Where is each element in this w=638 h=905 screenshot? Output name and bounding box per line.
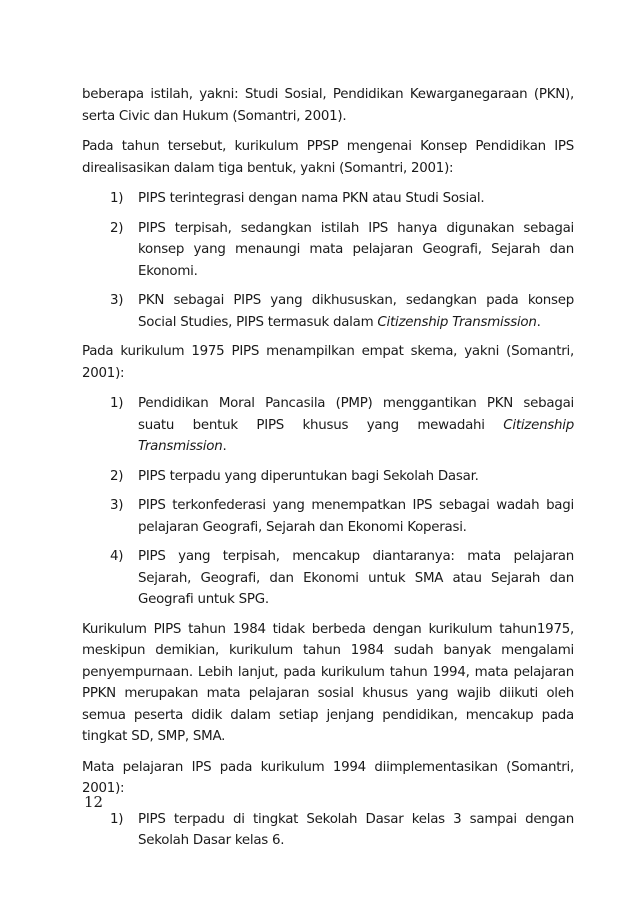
list-item [82,188,574,210]
list-item [82,466,574,488]
list-item-text: PIPS terpisah, sedangkan istilah IPS hanya digunakan sebagai konsep yang menaungi mata pelajaran Geografi, Sejarah dan Ekonomi. [138,220,574,279]
list-item-tail: . [222,439,227,454]
list-item-text: PIPS terpadu yang diperuntukan bagi Sekolah Dasar. [138,468,479,484]
paragraph-3: Pada kurikulum 1975 PIPS menampilkan empat skema, yakni (Somantri, 2001): [82,344,574,381]
list-item-text: PIPS terintegrasi dengan nama PKN atau Studi Sosial. [138,191,485,206]
paragraph-1: beberapa istilah, yakni: Studi Sosial, Pendidikan Kewarganegaraan (PKN), serta Civic dan Hukum (Somantri, 2001). [82,87,574,124]
list-number: 3) [110,293,124,308]
list-1994-implementation [82,809,574,852]
list-item-italic: Citizenship Transmission [377,314,537,330]
page-number: 12 [84,793,104,811]
paragraph-4: Kurikulum PIPS tahun 1984 tidak berbeda dengan kurikulum tahun1975, meskipun demikian, kurikulum tahun 1984 sudah banyak mengalami penyempurnaan. Lebih lanjut, pada kurikulum tahun 1994, mata pelajaran PPKN merupakan mata pelajaran sosial khusus yang wajib diikuti oleh semua peserta didik dalam setiap jenjang pendidikan, mencakup pada tingkat SD, SMP, SMA. [82,621,574,744]
list-number: 2) [110,468,124,484]
list-item [82,495,574,538]
paragraph-2: Pada tahun tersebut, kurikulum PPSP mengenai Konsep Pendidikan IPS direalisasikan dalam tiga bentuk, yakni (Somantri, 2001): [82,139,574,176]
list-item [82,218,574,283]
list-1975-schemes [82,393,574,611]
list-item-italic: Citizenship Transmission [138,417,574,454]
list-item-text: PKN sebagai PIPS yang dikhususkan, sedangkan pada konsep Social Studies, PIPS termasuk dalam [138,293,574,330]
list-number: 2) [110,220,124,236]
document-page [82,84,574,860]
list-number: 1) [110,396,124,411]
list-item [82,290,574,333]
list-number: 1) [110,811,124,827]
list-item-text: PIPS terkonfederasi yang menempatkan IPS sebagai wadah bagi pelajaran Geografi, Sejarah dan Ekonomi Koperasi. [138,498,574,535]
list-number: 4) [110,549,124,564]
list-item-tail: . [536,314,541,330]
list-item-text: PIPS yang terpisah, mencakup diantaranya: mata pelajaran Sejarah, Geografi, dan Ekonomi untuk SMA atau Sejarah dan Geografi untuk SPG. [138,549,574,607]
list-item [82,393,574,458]
list-ppsp-forms [82,188,574,333]
list-item-text: PIPS terpadu di tingkat Sekolah Dasar kelas 3 sampai dengan Sekolah Dasar kelas 6. [138,811,574,848]
list-item-text: Pendidikan Moral Pancasila (PMP) menggantikan PKN sebagai suatu bentuk PIPS khusus yang mewadahi [138,396,574,433]
list-item [82,546,574,611]
list-item [82,809,574,852]
list-number: 3) [110,498,124,513]
paragraph-5: Mata pelajaran IPS pada kurikulum 1994 diimplementasikan (Somantri, 2001): [82,759,574,796]
list-number: 1) [110,191,124,206]
